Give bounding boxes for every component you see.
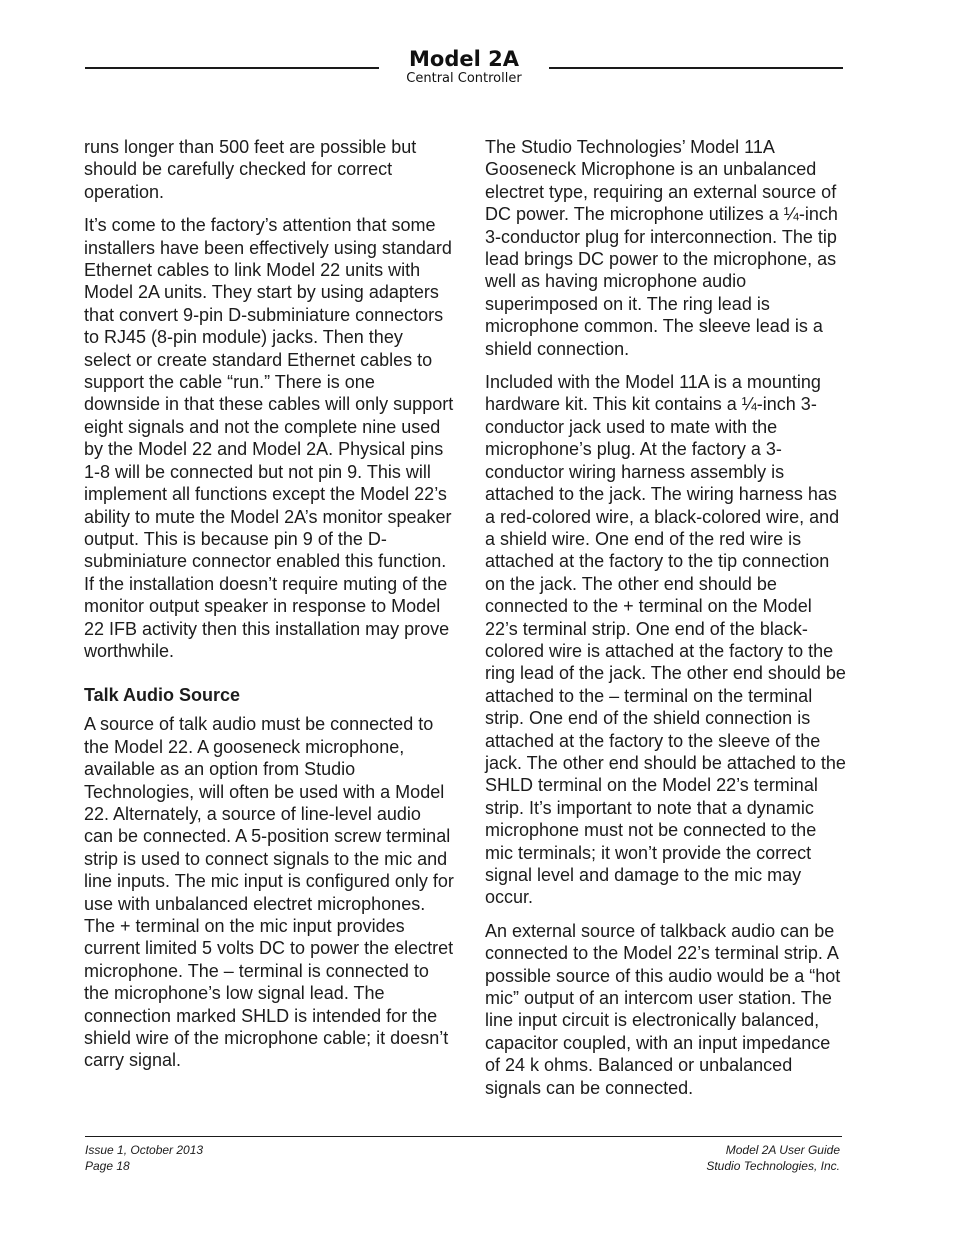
footer-page-number: Page 18 [85, 1158, 130, 1173]
footer-company: Studio Technologies, Inc. [706, 1158, 840, 1173]
footer-right [706, 1143, 840, 1174]
left-column [84, 136, 454, 1083]
body-paragraph: Included with the Model 11A is a mounting hardware kit. This kit contains a ¼-inch 3-conductor jack used to mate with the microphone’s plug. At the factory a 3-conductor wiring harness assembly is attached to the jack. The wiring harness has a red-colored wire, a black-colored wire, and a shield wire. One end of the red wire is attached at the factory to the tip connection on the jack. The other end should be connected to the + terminal on the Model 22’s terminal strip. One end of the black-colored wire is attached at the factory to the ring lead of the jack. The other end should be attached to the – terminal on the terminal strip. One end of the shield connection is attached at the factory to the sleeve of the jack. The other end should be attached to the SHLD terminal on the Model 22’s terminal strip. It’s important to note that a dynamic microphone must not be connected to the mic terminals; it won’t provide the correct signal level and damage to the mic may occur. [485, 372, 846, 908]
header-title: Model 2A [409, 47, 519, 71]
header-rule-right [549, 67, 843, 69]
footer-rule [85, 1136, 842, 1137]
header-rule-left [85, 67, 379, 69]
footer-issue: Issue 1, October 2013 [85, 1143, 204, 1157]
body-paragraph: It’s come to the factory’s attention that some installers have been effectively using standard Ethernet cables to link Model 22 units with Model 2A units. They start by using adapters that convert 9-pin D-subminiature connectors to RJ45 (8-pin module) jacks. Then they select or create standard Ethernet cables to support the cable “run.” There is one downside in that these cables will only support eight signals and not the complete nine used by the Model 22 and Model 2A. Physical pins 1-8 will be connected but not pin 9. This will implement all functions except the Model 22’s ability to mute the Model 2A’s monitor speaker output. This is because pin 9 of the D-subminiature connector enabled this function. If the installation doesn’t require muting of the monitor output speaker in response to Model 22 IFB activity then this installation may prove worthwhile. [84, 215, 454, 661]
body-paragraph: A source of talk audio must be connected to the Model 22. A gooseneck microphone, available as an option from Studio Technologies, will often be used with a Model 22. Alternately, a source of line-level audio can be connected. A 5-position screw terminal strip is used to connect signals to the mic and line inputs. The mic input is configured only for use with unbalanced electret microphones. The + terminal on the mic input provides current limited 5 volts DC to power the electret microphone. The – terminal is connected to the microphone’s low signal lead. The connection marked SHLD is intended for the shield wire of the microphone cable; it doesn’t carry signal. [84, 714, 454, 1071]
body-paragraph: The Studio Technologies’ Model 11A Gooseneck Microphone is an unbalanced electret type, requiring an external source of DC power. The microphone utilizes a ¼-inch 3-conductor plug for interconnection. The tip lead brings DC power to the microphone, as well as having microphone audio superimposed on it. The ring lead is microphone common. The sleeve lead is a shield connection. [485, 137, 838, 359]
body-paragraph: runs longer than 500 feet are possible but should be carefully checked for correct operation. [84, 137, 417, 202]
body-paragraph: An external source of talkback audio can be connected to the Model 22’s terminal strip. A possible source of this audio would be a “hot mic” output of an intercom user station. The line input circuit is electronically balanced, capacitor coupled, with an input impedance of 24 k ohms. Balanced or unbalanced signals can be connected. [485, 920, 841, 1098]
footer-guide-title: Model 2A User Guide [725, 1143, 840, 1157]
header-subtitle: Central Controller [406, 71, 522, 86]
section-heading: Talk Audio Source [84, 685, 241, 706]
footer-left [85, 1143, 203, 1174]
right-column [485, 136, 847, 1110]
